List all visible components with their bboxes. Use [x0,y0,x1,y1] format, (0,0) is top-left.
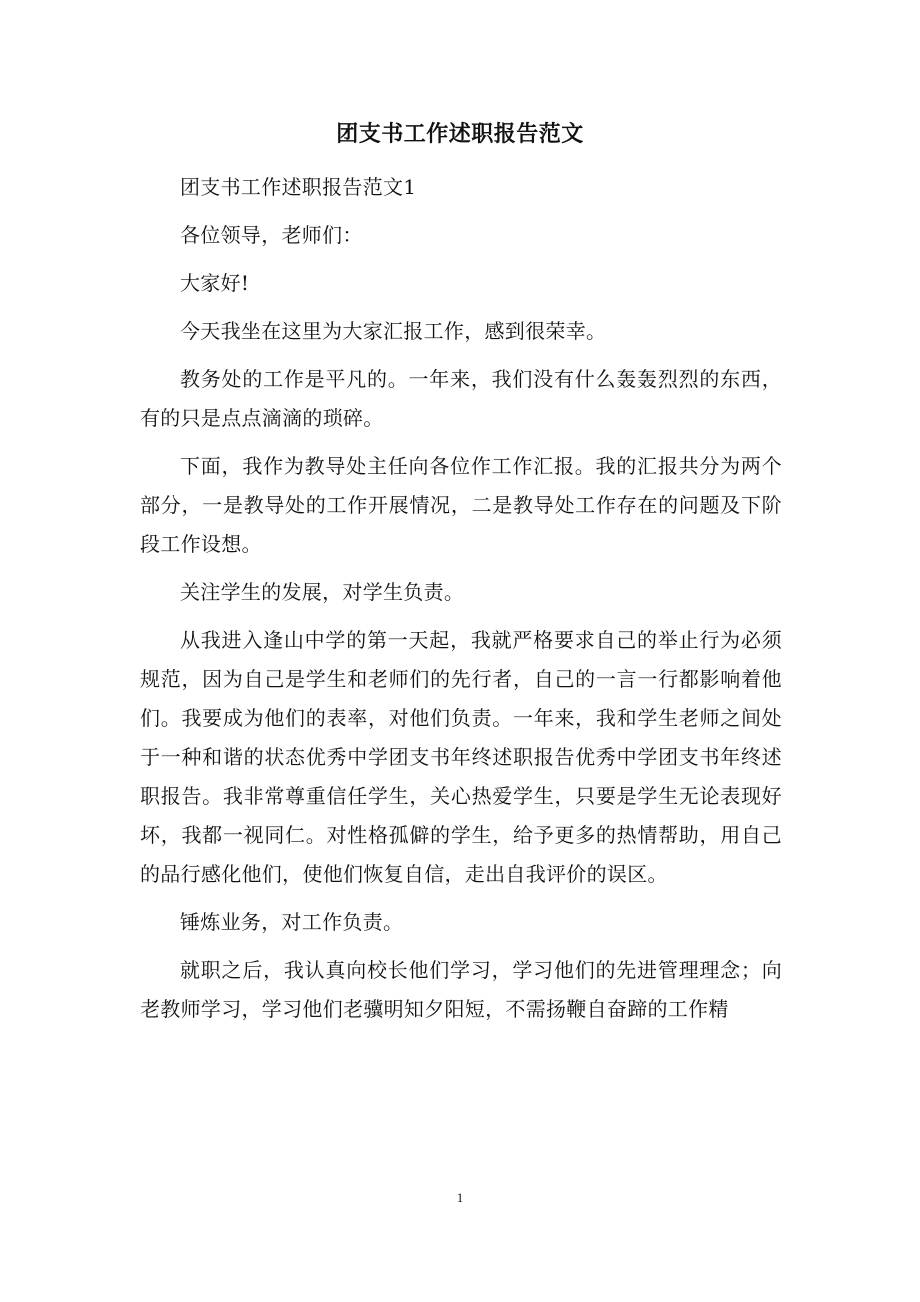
paragraph: 下面，我作为教导处主任向各位作工作汇报。我的汇报共分为两个部分，一是教导处的工作开展情况，二是教导处工作存在的问题及下阶段工作设想。 [140,454,782,556]
paragraph: 从我进入逢山中学的第一天起，我就严格要求自己的举止行为必须规范，因为自己是学生和老师们的先行者，自己的一言一行都影响着他们。我要成为他们的表率，对他们负责。一年来，我和学生老师之间处于一种和谐的状态优秀中学团支书年终述职报告优秀中学团支书年终述职报告。我非常尊重信任学生，关心热爱学生，只要是学生无论表现好坏，我都一视同仁。对性格孤僻的学生，给予更多的热情帮助，用自己的品行感化他们，使他们恢复自信，走出自我评价的误区。 [140,628,782,886]
paragraph: 团支书工作述职报告范文1 [180,175,417,199]
paragraph: 锤炼业务，对工作负责。 [180,910,404,934]
paragraph: 大家好! [180,271,250,295]
page-number: 1 [456,1190,464,1205]
paragraph: 关注学生的发展，对学生负责。 [180,580,465,604]
paragraph: 教务处的工作是平凡的。一年来，我们没有什么轰轰烈烈的东西，有的只是点点滴滴的琐碎。 [140,367,782,430]
paragraph: 就职之后，我认真向校长他们学习，学习他们的先进管理理念；向老教师学习，学习他们老骥明知夕阳短，不需扬鞭自奋蹄的工作精 [140,958,782,1021]
document-title: 团支书工作述职报告范文 [336,121,584,147]
paragraph: 今天我坐在这里为大家汇报工作，感到很荣幸。 [180,319,607,343]
paragraph: 各位领导，老师们： [180,223,363,247]
document-body [140,168,782,1038]
